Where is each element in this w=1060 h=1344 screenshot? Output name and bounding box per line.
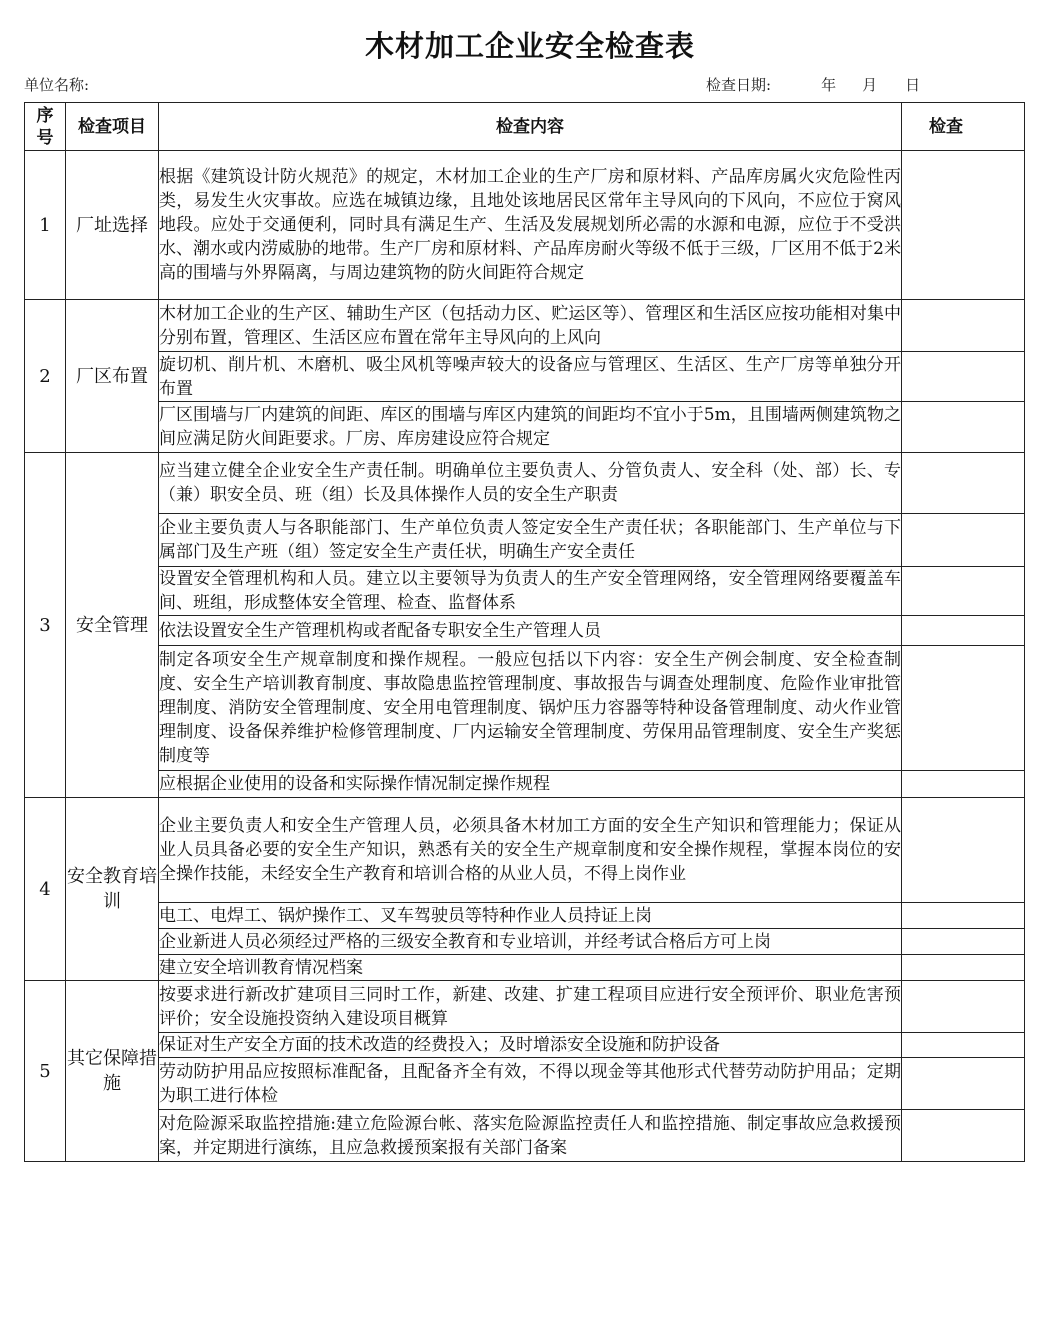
check-result-cell[interactable] (902, 1033, 1025, 1058)
check-result-cell[interactable] (902, 955, 1025, 981)
page-title: 木材加工企业安全检查表 (364, 29, 695, 63)
check-content: 旋切机、削片机、木磨机、吸尘风机等噪声较大的设备应与管理区、生活区、生产厂房等单独分开布置 (159, 352, 902, 402)
check-content: 应当建立健全企业安全生产责任制。明确单位主要负责人、分管负责人、安全科（处、部）长、专（兼）职安全员、班（组）长及具体操作人员的安全生产职责 (159, 453, 902, 514)
table-row (25, 1058, 1025, 1110)
section-item: 安全管理 (66, 453, 159, 798)
check-result-cell[interactable] (902, 1058, 1025, 1110)
check-content: 应根据企业使用的设备和实际操作情况制定操作规程 (159, 771, 902, 798)
check-result-cell[interactable] (902, 514, 1025, 567)
check-content: 企业主要负责人和安全生产管理人员，必须具备木材加工方面的安全生产知识和管理能力；保证从业人员具备必要的安全生产知识，熟悉有关的安全生产规章制度和安全操作规程，掌握本岗位的安全操作技能，未经安全生产教育和培训合格的从业人员，不得上岗作业 (159, 798, 902, 903)
table-row (25, 453, 1025, 514)
check-content: 制定各项安全生产规章制度和操作规程。一般应包括以下内容：安全生产例会制度、安全检查制度、安全生产培训教育制度、事故隐患监控管理制度、事故报告与调查处理制度、危险作业审批管理制度、消防安全管理制度、安全用电管理制度、锅炉压力容器等特种设备管理制度、动火作业管理制度、设备保养维护检修管理制度、厂内运输安全管理制度、劳保用品管理制度、安全生产奖惩制度等 (159, 646, 902, 771)
check-result-cell[interactable] (902, 151, 1025, 300)
table-row (25, 352, 1025, 402)
inspection-date (706, 74, 920, 95)
table-row (25, 798, 1025, 903)
check-content: 保证对生产安全方面的技术改造的经费投入；及时增添安全设施和防护设备 (159, 1033, 902, 1058)
check-content: 依法设置安全生产管理机构或者配备专职安全生产管理人员 (159, 616, 902, 646)
check-result-cell[interactable] (902, 646, 1025, 771)
check-content: 对危险源采取监控措施:建立危险源台帐、落实危险源监控责任人和监控措施、制定事故应急救援预案，并定期进行演练，且应急救援预案报有关部门备案 (159, 1110, 902, 1162)
table-row (25, 567, 1025, 616)
check-content: 厂区围墙与厂内建筑的间距、库区的围墙与库区内建筑的间距均不宜小于5m，且围墙两侧建筑物之间应满足防火间距要求。厂房、库房建设应符合规定 (159, 402, 902, 453)
table-row (25, 402, 1025, 453)
check-result-cell[interactable] (902, 616, 1025, 646)
table-row (25, 903, 1025, 929)
table-row (25, 955, 1025, 981)
check-content: 企业主要负责人与各职能部门、生产单位负责人签定安全生产责任状；各职能部门、生产单位与下属部门及生产班（组）签定安全生产责任状，明确生产安全责任 (159, 514, 902, 567)
section-number: 4 (25, 798, 66, 981)
section-number: 2 (25, 300, 66, 453)
check-content: 按要求进行新改扩建项目三同时工作，新建、改建、扩建工程项目应进行安全预评价、职业危害预评价；安全设施投资纳入建设项目概算 (159, 981, 902, 1033)
table-row (25, 151, 1025, 300)
check-content: 设置安全管理机构和人员。建立以主要领导为负责人的生产安全管理网络，安全管理网络要覆盖车间、班组，形成整体安全管理、检查、监督体系 (159, 567, 902, 616)
section-item: 厂址选择 (66, 151, 159, 300)
header-item: 检查项目 (66, 103, 159, 151)
unit-name-label: 单位名称: (24, 76, 90, 94)
table-row (25, 929, 1025, 955)
header-check: 检查 (902, 103, 1025, 151)
table-row (25, 300, 1025, 352)
check-result-cell[interactable] (902, 771, 1025, 798)
check-result-cell[interactable] (902, 798, 1025, 903)
check-result-cell[interactable] (902, 352, 1025, 402)
section-item: 其它保障措施 (66, 981, 159, 1162)
header-content: 检查内容 (159, 103, 902, 151)
section-number: 1 (25, 151, 66, 300)
section-item: 安全教育培训 (66, 798, 159, 981)
table-row (25, 616, 1025, 646)
date-month-label: 月 (862, 76, 878, 94)
table-row (25, 1033, 1025, 1058)
table-row (25, 981, 1025, 1033)
check-result-cell[interactable] (902, 567, 1025, 616)
check-content: 根据《建筑设计防火规范》的规定，木材加工企业的生产厂房和原材料、产品库房属火灾危险性丙类，易发生火灾事故。应选在城镇边缘，且地处该地居民区常年主导风向的下风向，不应位于窝风地段。应处于交通便利，同时具有满足生产、生活及发展规划所必需的水源和电源，应位于不受洪水、潮水或内涝威胁的地带。生产厂房和原材料、产品库房耐火等级不低于三级，厂区用不低于2米高的围墙与外界隔离，与周边建筑物的防火间距符合规定 (159, 151, 902, 300)
check-content: 建立安全培训教育情况档案 (159, 955, 902, 981)
inspection-table (24, 102, 1025, 1162)
inspection-date-label: 检查日期: (706, 76, 772, 94)
section-number: 5 (25, 981, 66, 1162)
table-header-row (25, 103, 1025, 151)
table-row (25, 646, 1025, 771)
check-result-cell[interactable] (902, 300, 1025, 352)
table-row (25, 771, 1025, 798)
header-no: 序号 (25, 103, 66, 151)
date-day-label: 日 (905, 76, 921, 94)
check-content: 电工、电焊工、锅炉操作工、叉车驾驶员等特种作业人员持证上岗 (159, 903, 902, 929)
check-content: 木材加工企业的生产区、辅助生产区（包括动力区、贮运区等）、管理区和生活区应按功能相对集中分别布置，管理区、生活区应布置在常年主导风向的上风向 (159, 300, 902, 352)
date-year-label: 年 (821, 76, 837, 94)
check-result-cell[interactable] (902, 402, 1025, 453)
table-row (25, 1110, 1025, 1162)
check-content: 劳动防护用品应按照标准配备，且配备齐全有效，不得以现金等其他形式代替劳动防护用品；定期为职工进行体检 (159, 1058, 902, 1110)
check-result-cell[interactable] (902, 903, 1025, 929)
check-result-cell[interactable] (902, 981, 1025, 1033)
section-number: 3 (25, 453, 66, 798)
check-content: 企业新进人员必须经过严格的三级安全教育和专业培训，并经考试合格后方可上岗 (159, 929, 902, 955)
check-result-cell[interactable] (902, 453, 1025, 514)
check-result-cell[interactable] (902, 1110, 1025, 1162)
check-result-cell[interactable] (902, 929, 1025, 955)
section-item: 厂区布置 (66, 300, 159, 453)
table-row (25, 514, 1025, 567)
